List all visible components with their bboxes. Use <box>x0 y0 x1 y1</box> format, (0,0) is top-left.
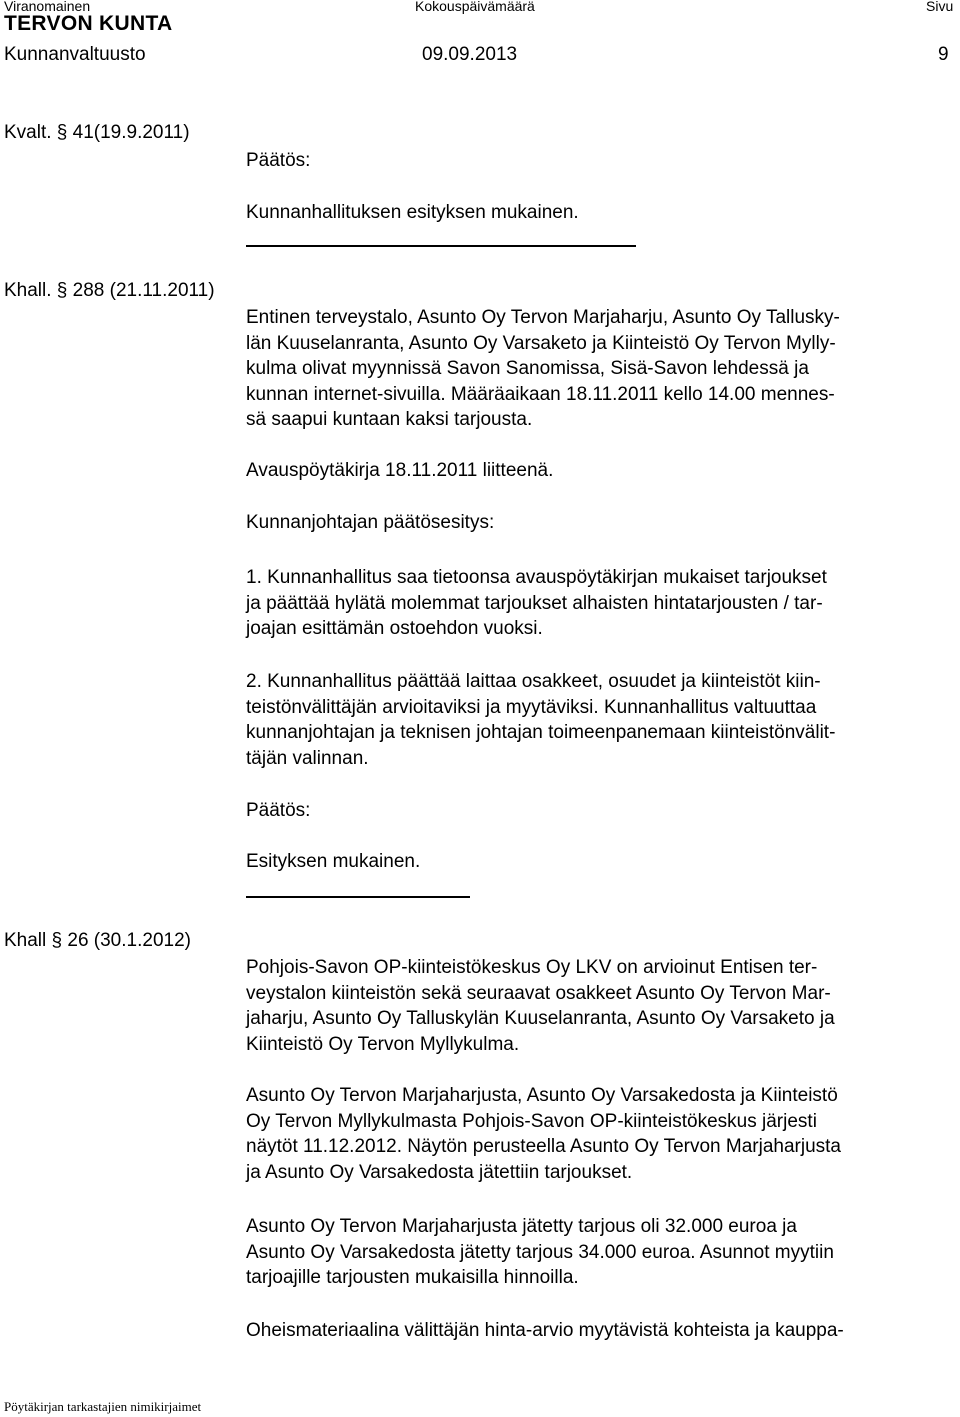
header-label-authority: Viranomainen <box>4 0 91 14</box>
text-line: Oheismateriaalina välittäjän hinta-arvio myytävistä kohteista ja kauppa- <box>246 1320 844 1341</box>
text-line: joajan esittämän ostoehdon vuoksi. <box>246 618 543 640</box>
khall288-intro-paragraph <box>246 305 840 433</box>
khall288-proposal-item-2 <box>246 669 835 771</box>
header-body: Kunnanvaltuusto <box>4 44 146 65</box>
khall26-paragraph-3 <box>246 1214 834 1291</box>
text-line: Asunto Oy Tervon Marjaharjusta jätetty tarjous oli 32.000 euroa ja <box>246 1216 797 1237</box>
khall288-decision-label: Päätös: <box>246 800 311 821</box>
header-date: 09.09.2013 <box>422 44 518 65</box>
section-ref-khall-288: Khall. § 288 (21.11.2011) <box>4 280 215 301</box>
text-line: sä saapui kuntaan kaksi tarjousta. <box>246 409 533 431</box>
header-org: TERVON KUNTA <box>4 12 173 35</box>
khall288-attachment-note: Avauspöytäkirja 18.11.2011 liitteenä. <box>246 460 554 481</box>
header-page-number: 9 <box>938 44 949 65</box>
kvalt-decision-text: Kunnanhallituksen esityksen mukainen. <box>246 202 579 223</box>
text-line: 2. Kunnanhallitus päättää laittaa osakkeet, osuudet ja kiinteistöt kiin- <box>246 671 821 692</box>
text-line: län Kuuselanranta, Asunto Oy Varsaketo ja Kiinteistö Oy Tervon Mylly- <box>246 332 836 354</box>
khall26-paragraph-4 <box>246 1318 844 1344</box>
khall288-proposal-label: Kunnanjohtajan päätösesitys: <box>246 512 495 533</box>
khall26-paragraph-1 <box>246 955 835 1057</box>
text-line: näytöt 11.12.2012. Näytön perusteella Asunto Oy Tervon Marjaharjusta <box>246 1136 841 1158</box>
text-line: tarjoajille tarjousten mukaisilla hinnoilla. <box>246 1267 579 1289</box>
text-line: kulma olivat myynnissä Savon Sanomissa, Sisä-Savon lehdessä ja <box>246 358 809 380</box>
text-line: veystalon kiinteistön sekä seuraavat osakkeet Asunto Oy Tervon Mar- <box>246 982 831 1004</box>
khall288-proposal-item-1 <box>246 565 827 642</box>
text-line: 1. Kunnanhallitus saa tietoonsa avauspöytäkirjan mukaiset tarjoukset <box>246 567 827 588</box>
text-line: Kiinteistö Oy Tervon Myllykulma. <box>246 1033 520 1055</box>
text-line: Pohjois-Savon OP-kiinteistökeskus Oy LKV on arvioinut Entisen ter- <box>246 957 818 978</box>
footer-initials-label: Pöytäkirjan tarkastajien nimikirjaimet <box>4 1399 202 1414</box>
text-line: Asunto Oy Tervon Marjaharjusta, Asunto Oy Varsakedosta ja Kiinteistö <box>246 1085 838 1106</box>
text-line: Oy Tervon Myllykulmasta Pohjois-Savon OP-kiinteistökeskus järjesti <box>246 1110 817 1132</box>
text-line: Entinen terveystalo, Asunto Oy Tervon Marjaharju, Asunto Oy Tallusky- <box>246 307 840 328</box>
text-line: kunnan internet-sivuilla. Määräaikaan 18.11.2011 kello 14.00 mennes- <box>246 383 835 405</box>
section-ref-kvalt: Kvalt. § 41(19.9.2011) <box>4 122 190 143</box>
text-line: kunnanjohtajan ja teknisen johtajan toimeenpanemaan kiinteistönvälit- <box>246 722 836 744</box>
text-line: Asunto Oy Varsakedosta jätetty tarjous 34.000 euroa. Asunnot myytiin <box>246 1241 834 1263</box>
khall288-decision-text: Esityksen mukainen. <box>246 851 421 872</box>
text-line: jaharju, Asunto Oy Talluskylän Kuuselanranta, Asunto Oy Varsaketo ja <box>246 1008 835 1030</box>
separator-line <box>246 896 470 898</box>
header-label-meeting-date: Kokouspäivämäärä <box>415 0 535 14</box>
text-line: ja päättää hylätä molemmat tarjoukset alhaisten hintatarjousten / tar- <box>246 592 823 614</box>
text-line: täjän valinnan. <box>246 747 369 769</box>
section-ref-khall-26: Khall § 26 (30.1.2012) <box>4 930 191 951</box>
header-label-page: Sivu <box>926 0 954 14</box>
separator-line <box>246 245 636 247</box>
text-line: ja Asunto Oy Varsakedosta jätettiin tarjoukset. <box>246 1161 633 1183</box>
text-line: teistönvälittäjän arvioitaviksi ja myytäviksi. Kunnanhallitus valtuuttaa <box>246 696 817 718</box>
kvalt-decision-label: Päätös: <box>246 150 311 171</box>
khall26-paragraph-2 <box>246 1083 841 1185</box>
